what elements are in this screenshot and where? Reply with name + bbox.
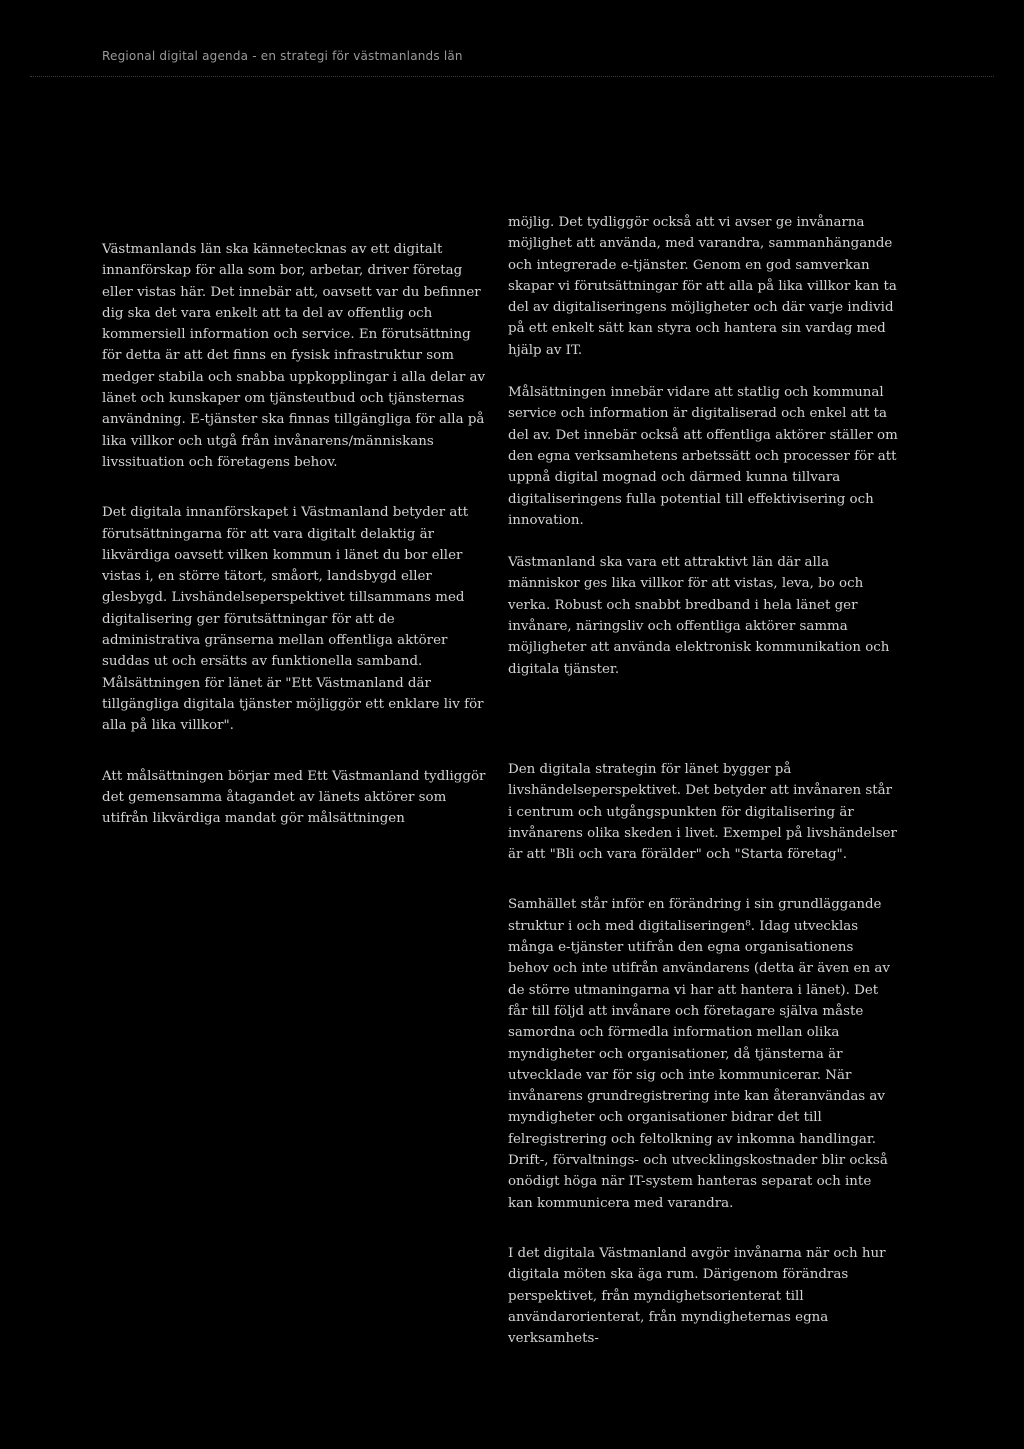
paragraph-society-change: Samhället står inför en förändring i sin grundläggande struktur i och med digitaliseringen⁸. Idag utvecklas många e-tjänster utifrån den egna organisationens behov och inte utifrån användarens (detta är även en av de större utmaningarna vi har att hantera i länet). Det får till följd att invånare och företagare själva måste samordna och förmedla information mellan olika myndigheter och organisationer, då tjänsterna är utvecklade var för sig och inte kommunicerar. När invånarens grundregistrering inte kan återanvändas av myndigheter och organisationer bidrar det till felregistrering och feltolkning av inkomna handlingar. Drift-, förvaltnings- och utvecklingskostnader blir också onödigt höga när IT-system hanteras separat och inte kan kommunicera med varandra. bbox=[508, 897, 890, 1211]
running-header: Regional digital agenda - en strategi för västmanlands län bbox=[102, 49, 463, 63]
paragraph-digital-inclusion: Västmanlands län ska kännetecknas av ett digitalt innanförskap för alla som bor, arbetar, driver företag eller vistas här. Det innebär att, oavsett var du befinner dig ska det vara enkelt att ta del av offentlig och kommersiell information och service. En förutsättning för detta är att det finns en fysisk infrastruktur som medger stabila och snabba uppkopplingar i alla delar av länet och kunskaper om tjänsteutbud och tjänsternas användning. E-tjänster ska finnas tillgängliga för alla på lika villkor och utgå från invånarens/människans livssituation och företagens behov. bbox=[102, 242, 486, 470]
paragraph-digitalized-service: Målsättningen innebär vidare att statlig och kommunal service och information är digitaliserad och enkel att ta del av. Det innebär också att offentliga aktörer ställer om den egna verksamhetens arbetssätt och processer för att uppnå digital mognad och därmed kunna tillvara digitaliseringens fulla potential till effektivisering och innovation. bbox=[508, 385, 898, 528]
right-column-bottom bbox=[508, 759, 898, 1349]
paragraph-goal: Det digitala innanförskapet i Västmanland betyder att förutsättningarna för att vara digitalt delaktig är likvärdiga oavsett vilken kommun i länet du bor eller vistas i, en större tätort, småort, landsbygd eller glesbygd. Livshändelseperspektivet tillsammans med digitalisering ger förutsättningar för att de administrativa gränserna mellan offentliga aktörer suddas ut och ersätts av funktionella samband. Målsättningen för länet är "Ett Västmanland där tillgängliga digitala tjänster möjliggör ett enklare liv för alla på lika villkor". bbox=[102, 505, 484, 734]
paragraph-one-vastmanland: Att målsättningen börjar med Ett Västmanland tydliggör det gemensamma åtagandet av länets aktörer som utifrån likvärdiga mandat gör målsättningen bbox=[102, 768, 486, 827]
right-column-top bbox=[508, 212, 898, 680]
paragraph-attractive-county: Västmanland ska vara ett attraktivt län där alla människor ges lika villkor för att vistas, leva, bo och verka. Robust och snabbt bredband i hela länet ger invånare, näringsliv och offentliga aktörer samma möjligheter att använda elektronisk kommunikation och digitala tjänster. bbox=[508, 555, 890, 677]
left-column bbox=[102, 239, 492, 829]
paragraph-integrated-services: möjlig. Det tydliggör också att vi avser ge invånarna möjlighet att använda, med varandra, sammanhängande och integrerade e-tjänster. Genom en god samverkan skapar vi förutsättningar för att alla på lika villkor kan ta del av digitaliseringens möjligheter och där varje individ på ett enkelt sätt kan styra och hantera sin vardag med hjälp av IT. bbox=[508, 215, 897, 358]
paragraph-user-oriented: I det digitala Västmanland avgör invånarna när och hur digitala möten ska äga rum. Därigenom förändras perspektivet, från myndighetsorienterat till användarorienterat, från myndigheternas egna verksamhets- bbox=[508, 1245, 886, 1347]
header-divider bbox=[30, 76, 994, 77]
paragraph-life-events: Den digitala strategin för länet bygger på livshändelseperspektivet. Det betyder att invånaren står i centrum och utgångspunkten för digitalisering är invånarens olika skeden i livet. Exempel på livshändelser är att "Bli och vara förälder" och "Starta företag". bbox=[508, 762, 897, 863]
